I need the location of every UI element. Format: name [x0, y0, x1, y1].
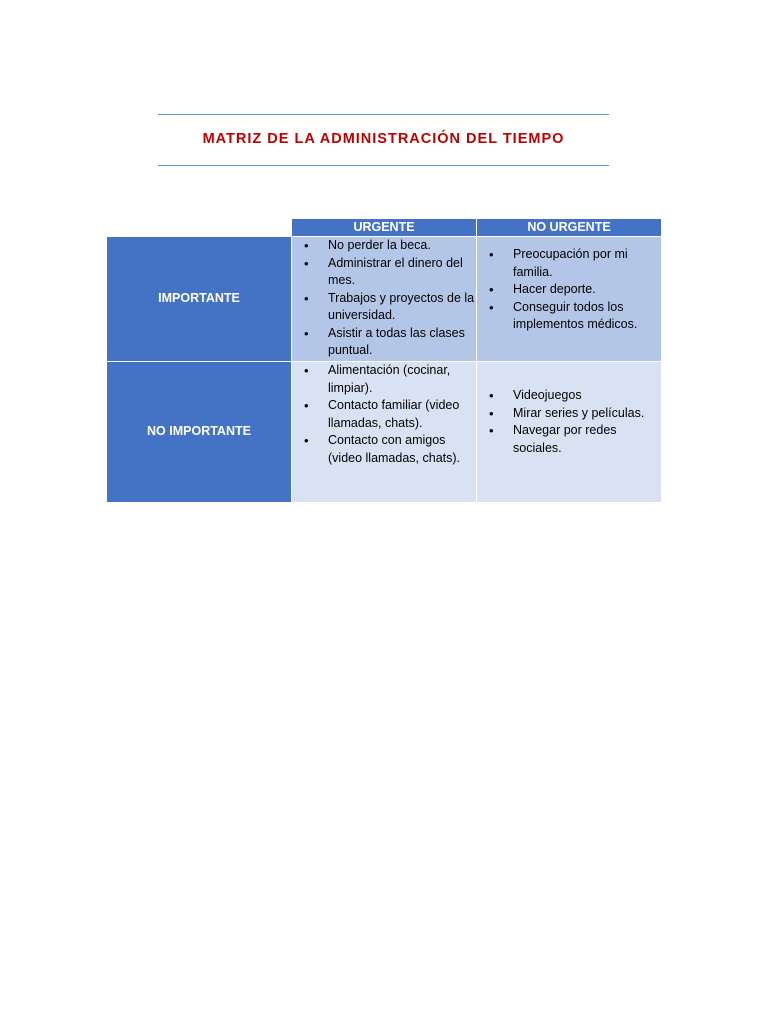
bullet-icon: • — [489, 405, 494, 421]
task-list — [292, 362, 476, 467]
bullet-icon: • — [304, 363, 309, 378]
cell-no-importante-urgente — [292, 362, 476, 502]
task-list — [477, 387, 661, 457]
list-item: • No perder la beca. — [304, 238, 431, 253]
list-item: • Hacer deporte. — [489, 282, 596, 297]
list-item: • Alimentación (cocinar, limpiar). — [304, 363, 451, 395]
row-header-no-importante — [107, 362, 291, 502]
bullet-icon: • — [304, 325, 309, 341]
row-header-importante — [107, 237, 291, 361]
col-header-no-urgente: NO URGENTE — [477, 219, 661, 236]
cell-importante-urgente — [292, 237, 476, 361]
bullet-icon: • — [489, 299, 494, 315]
bullet-icon: • — [304, 398, 309, 413]
list-item: • Trabajos y proyectos de la universidad. — [304, 290, 475, 322]
bullet-icon: • — [304, 238, 309, 253]
document-title: MATRIZ DE LA ADMINISTRACIÓN DEL TIEMPO — [202, 131, 565, 147]
list-item: • Preocupación por mi familia. — [489, 247, 628, 279]
cell-importante-no-urgente — [477, 237, 661, 361]
title-rule-top — [158, 114, 609, 115]
list-item: • Videojuegos — [489, 388, 582, 403]
list-item: • Administrar el dinero del mes. — [304, 255, 463, 287]
bullet-icon: • — [304, 255, 309, 271]
list-item: • Asistir a todas las clases puntual. — [304, 325, 465, 357]
bullet-icon: • — [489, 247, 494, 262]
bullet-icon: • — [489, 423, 494, 438]
cell-no-importante-no-urgente — [477, 362, 661, 502]
bullet-icon: • — [489, 282, 494, 297]
task-list — [477, 246, 661, 334]
title-rule-bottom — [158, 165, 609, 166]
row-header-label: IMPORTANTE — [158, 291, 240, 306]
bullet-icon: • — [304, 433, 309, 448]
task-list — [292, 237, 476, 360]
list-item: • Mirar series y películas. — [489, 405, 645, 421]
list-item: • Contacto con amigos (video llamadas, chats). — [304, 433, 461, 465]
list-item: • Contacto familiar (video llamadas, chats). — [304, 398, 460, 430]
col-header-urgente: URGENTE — [292, 219, 476, 236]
bullet-icon: • — [304, 290, 309, 306]
list-item: • Conseguir todos los implementos médicos. — [489, 299, 638, 331]
bullet-icon: • — [489, 388, 494, 403]
row-header-label: NO IMPORTANTE — [147, 424, 251, 439]
list-item: • Navegar por redes sociales. — [489, 423, 617, 455]
